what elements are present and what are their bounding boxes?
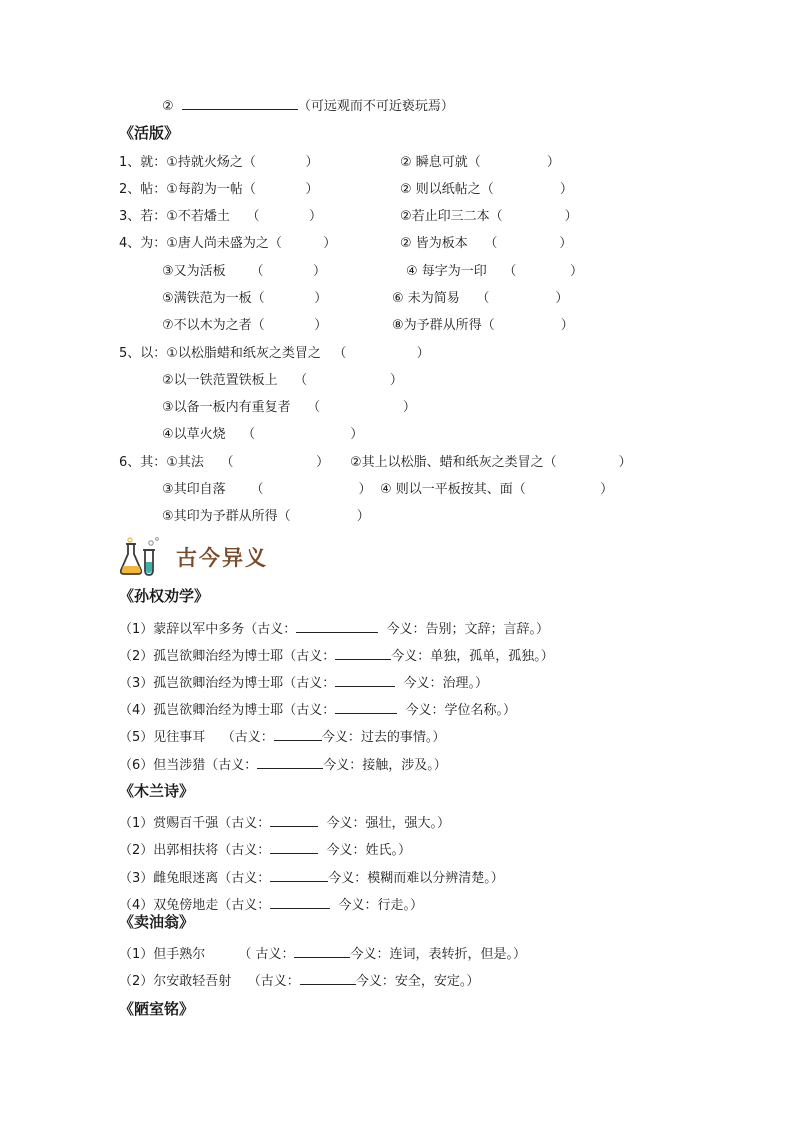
answer-blank[interactable] [300,971,356,985]
question-line: （1）但手熟尔 （ 古义： 今义：连词，表转折，但是。） [119,944,526,964]
exercise-line: ③其印自落 （ ） [162,482,372,497]
section-heading-mulan: 《木兰诗》 [119,782,195,800]
answer-blank[interactable] [335,673,395,687]
answer-blank[interactable] [294,944,350,958]
chemistry-flask-icon [118,534,162,578]
exercise-line: 2、帖：①每韵为一帖（ ） [119,182,319,197]
exercise-line: ② 皆为板本 （ ） [400,236,573,251]
answer-blank[interactable] [270,895,330,909]
circled-number: ② [162,99,174,114]
exercise-line: ④以草火烧 （ ） [162,427,364,442]
exercise-line: 4、为：①唐人尚未盛为之（ ） [119,236,337,251]
exercise-line: 5、以：①以松脂蜡和纸灰之类冒之 （ ） [119,346,430,361]
exercise-line: 3、若：①不若燔土 （ ） [119,209,323,224]
section-heading-huoban: 《活版》 [119,124,180,142]
exercise-line: ② 则以纸帖之（ ） [400,182,573,197]
answer-blank[interactable] [257,755,323,769]
exercise-line: ⑧为予群从所得（ ） [392,318,574,333]
question-line: （5）见往事耳 （古义： 今义：过去的事情。） [119,727,445,747]
exercise-line: 6、其：①其法 （ ） [119,455,330,470]
question-line: （3）孤岂欲卿治经为博士耶（古义： 今义：治理。） [119,673,488,693]
question-line: （1）蒙辞以军中多务（古义： 今义：告别；文辞；言辞。） [119,619,549,639]
exercise-line: ⑤其印为予群从所得（ ） [162,509,370,524]
question-line: （2）孤岂欲卿治经为博士耶（古义： 今义：单独，孤单，孤独。） [119,646,554,666]
section-heading-loushi: 《陋室铭》 [119,1000,195,1018]
exercise-line: ③又为活板 （ ） [162,264,327,279]
question-line: （2）出郭相扶将（古义： 今义：姓氏。） [119,840,411,860]
exercise-line: ⑦不以木为之者（ ） [162,318,328,333]
answer-blank[interactable] [182,96,298,110]
exercise-line: ②其上以松脂、蜡和纸灰之类冒之（ ） [350,455,632,470]
question-line: （6）但当涉猎（古义： 今义：接触，涉及。） [119,755,447,775]
question-line: （4）孤岂欲卿治经为博士耶（古义： 今义：学位名称。） [119,700,516,720]
question-line: （4）双兔傍地走（古义： 今义：行走。） [119,895,423,915]
section-heading-maiyou: 《卖油翁》 [119,913,195,931]
exercise-line: ② 瞬息可就（ ） [400,155,560,170]
exercise-line: ②若止印三二本（ ） [400,209,578,224]
answer-blank[interactable] [270,813,318,827]
top-line [162,96,454,116]
section-banner-title: 古今异义 [176,545,268,570]
exercise-line: ⑤满铁范为一板（ ） [162,291,328,306]
exercise-line: ②以一铁范置铁板上 （ ） [162,373,403,388]
answer-blank[interactable] [274,727,322,741]
answer-blank[interactable] [270,868,328,882]
exercise-line: ③以备一板内有重复者 （ ） [162,400,416,415]
answer-blank[interactable] [270,840,318,854]
question-line: （2）尔安敢轻吾射 （古义： 今义：安全，安定。） [119,971,479,991]
exercise-line: 1、就：①持就火炀之（ ） [119,155,319,170]
answer-blank[interactable] [335,700,397,714]
question-line: （1）赏赐百千强（古义： 今义：强壮，强大。） [119,813,450,833]
answer-blank[interactable] [296,619,378,633]
section-heading-sunquan: 《孙权劝学》 [119,587,210,605]
exercise-line: ④ 则以一平板按其、面（ ） [380,482,614,497]
answer-blank[interactable] [335,646,391,660]
question-line: （3）雌兔眼迷离（古义： 今义：模糊而难以分辨清楚。） [119,868,504,888]
exercise-line: ④ 每字为一印 （ ） [406,264,584,279]
hint-text: （可远观而不可近亵玩焉） [297,99,454,114]
exercise-line: ⑥ 未为简易 （ ） [392,291,569,306]
